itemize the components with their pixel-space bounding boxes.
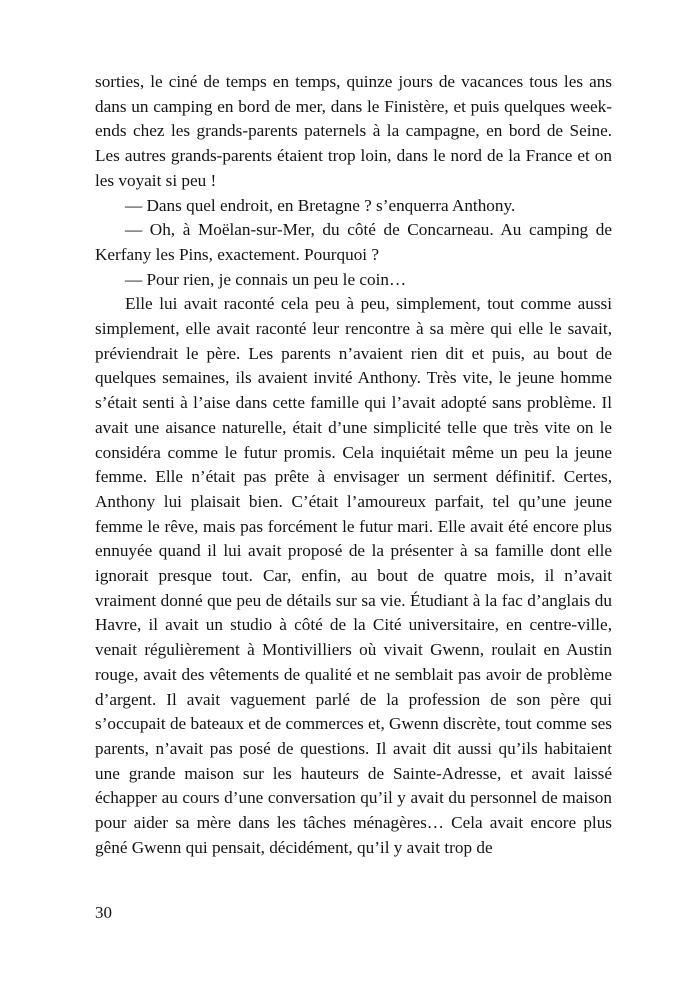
body-paragraph-continuation: sorties, le ciné de temps en temps, quinze jours de vacances tous les ans dans un camping en bord de mer, dans le Finistère, et puis quelques week-ends chez les grands-parents paternels à la campagne, en bord de Seine. Les autres grands-parents étaient trop loin, dans le nord de la France et on les voyait si peu ! (95, 72, 612, 190)
dialogue-paragraph: — Pour rien, je connais un peu le coin… (125, 269, 407, 289)
page-number: 30 (95, 903, 112, 922)
dialogue-paragraph: — Oh, à Moëlan-sur-Mer, du côté de Concarneau. Au camping de Kerfany les Pins, exactement. Pourquoi ? (95, 220, 612, 264)
page-text (95, 70, 612, 861)
body-paragraph: Elle lui avait raconté cela peu à peu, simplement, tout comme aussi simplement, elle avait raconté leur rencontre à sa mère qui elle le savait, préviendrait le père. Les parents n’avaient rien dit et puis, au bout de quelques semaines, ils avaient invité Anthony. Très vite, le jeune homme s’était senti à l’aise dans cette famille qui l’avait adopté sans problème. Il avait une aisance naturelle, était d’une simplicité telle que très vite on le considéra comme le futur promis. Cela inquiétait même un peu la jeune femme. Elle n’était pas prête à envisager un serment définitif. Certes, Anthony lui plaisait bien. C’était l’amoureux parfait, tel qu’une jeune femme le rêve, mais pas forcément le futur mari. Elle avait été encore plus ennuyée quand il lui avait proposé de la présenter à sa famille dont elle ignorait presque tout. Car, enfin, au bout de quatre mois, il n’avait vraiment donné que peu de détails sur sa vie. Étudiant à la fac d’anglais du Havre, il avait un studio à côté de la Cité universitaire, en centre-ville, venait régulièrement à Montivilliers où vivait Gwenn, roulait en Austin rouge, avait des vêtements de qualité et ne semblait pas avoir de problème d’argent. Il avait vaguement parlé de la profession de son père qui s’occupait de bateaux et de commerces et, Gwenn discrète, tout comme ses parents, n’avait pas posé de questions. Il avait dit aussi qu’ils habitaient une grande maison sur les hauteurs de Sainte-Adresse, et avait laissé échapper au cours d’une conversation qu’il y avait du personnel de maison pour aider sa mère dans les tâches ménagères… Cela avait encore plus gêné Gwenn qui pensait, décidément, qu’il y avait trop de (95, 294, 612, 857)
dialogue-paragraph: — Dans quel endroit, en Bretagne ? s’enquerra Anthony. (125, 195, 516, 215)
